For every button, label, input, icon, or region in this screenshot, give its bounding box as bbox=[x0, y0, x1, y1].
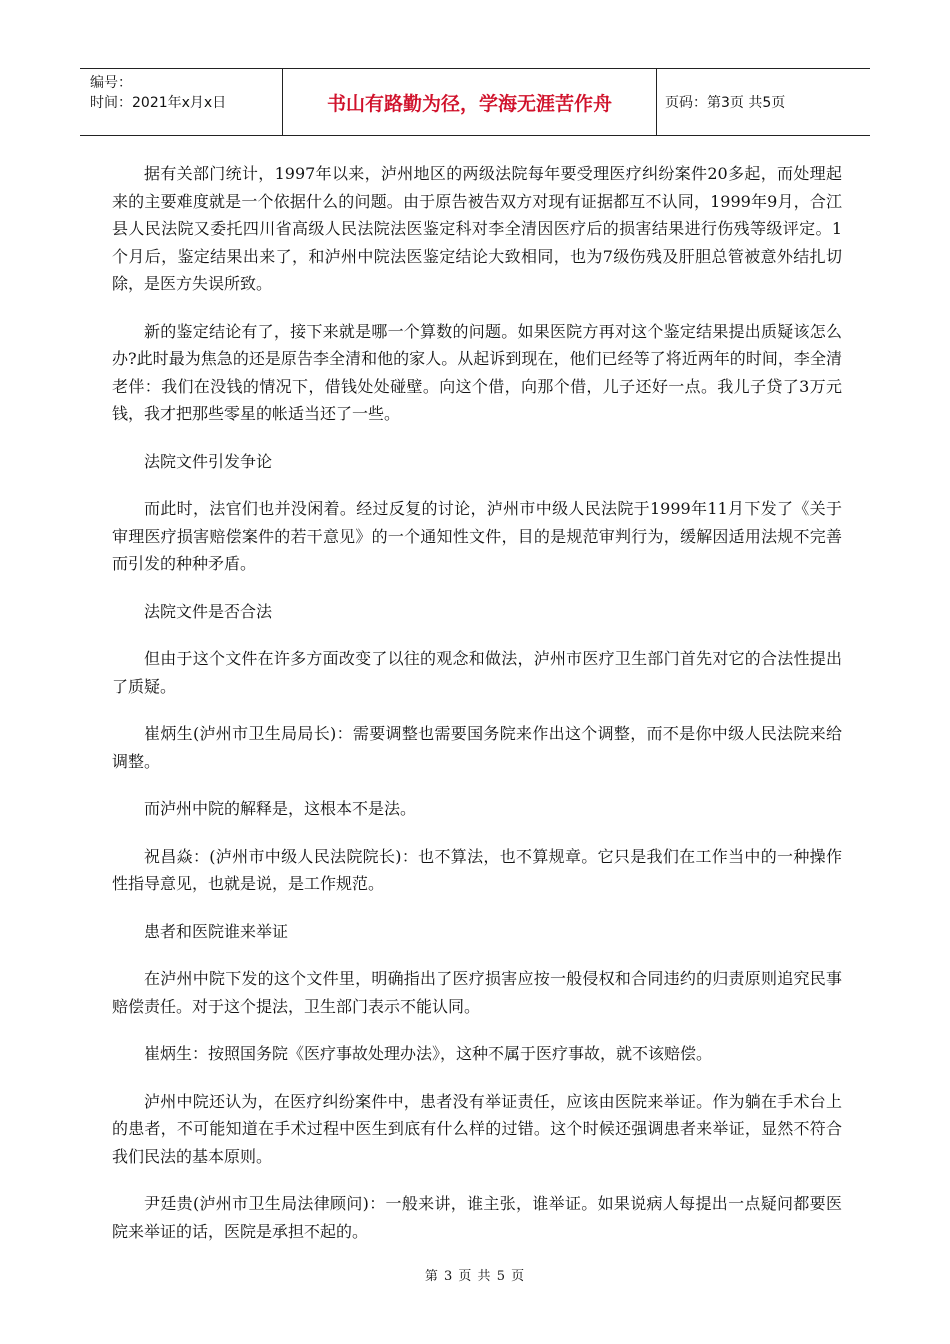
paragraph: 而此时，法官们也并没闲着。经过反复的讨论，泸州市中级人民法院于1999年11月下发了《关于审理医疗损害赔偿案件的若干意见》的一个通知性文件，目的是规范审判行为，缓解因适用法规不完善而引发的种种矛盾。 bbox=[112, 499, 842, 573]
document-body bbox=[112, 160, 842, 1265]
section-heading: 患者和医院谁来举证 bbox=[144, 921, 289, 941]
section-heading: 法院文件是否合法 bbox=[144, 601, 273, 621]
paragraph: 据有关部门统计，1997年以来，泸州地区的两级法院每年要受理医疗纠纷案件20多起，而处理起来的主要难度就是一个依据什么的问题。由于原告被告双方对现有证据都互不认同，1999年9月，合江县人民法院又委托四川省高级人民法院法医鉴定科对李全清因医疗后的损害结果进行伤残等级评定。1个月后，鉴定结果出来了，和泸州中院法医鉴定结论大致相同，也为7级伤残及肝胆总管被意外结扎切除，是医方失误所致。 bbox=[112, 164, 842, 293]
section-heading: 法院文件引发争论 bbox=[144, 451, 273, 471]
paragraph: 尹廷贵(泸州市卫生局法律顾问)：一般来讲，谁主张，谁举证。如果说病人每提出一点疑问都要医院来举证的话，医院是承担不起的。 bbox=[112, 1194, 842, 1241]
header-page-info: 页码：第3页 共5页 bbox=[665, 95, 786, 111]
paragraph: 在泸州中院下发的这个文件里，明确指出了医疗损害应按一般侵权和合同违约的归责原则追究民事赔偿责任。对于这个提法，卫生部门表示不能认同。 bbox=[112, 969, 842, 1016]
header-motto: 书山有路勤为径，学海无涯苦作舟 bbox=[283, 69, 657, 135]
paragraph: 但由于这个文件在许多方面改变了以往的观念和做法，泸州市医疗卫生部门首先对它的合法性提出了质疑。 bbox=[112, 649, 842, 696]
code-label: 编号： bbox=[90, 75, 132, 91]
paragraph: 而泸州中院的解释是，这根本不是法。 bbox=[144, 799, 417, 818]
paragraph: 祝昌焱：(泸州市中级人民法院院长)：也不算法，也不算规章。它只是我们在工作当中的一种操作性指导意见，也就是说，是工作规范。 bbox=[112, 846, 842, 893]
paragraph: 崔炳生：按照国务院《医疗事故处理办法》，这种不属于医疗事故，就不该赔偿。 bbox=[144, 1044, 713, 1063]
paragraph: 泸州中院还认为，在医疗纠纷案件中，患者没有举证责任，应该由医院来举证。作为躺在手术台上的患者，不可能知道在手术过程中医生到底有什么样的过错。这个时候还强调患者来举证，显然不符合我们民法的基本原则。 bbox=[112, 1091, 842, 1166]
date-label: 时间：2021年x月x日 bbox=[90, 95, 227, 111]
header-meta bbox=[80, 69, 283, 135]
paragraph: 崔炳生(泸州市卫生局局长)：需要调整也需要国务院来作出这个调整，而不是你中级人民法院来给调整。 bbox=[112, 724, 842, 771]
paragraph: 新的鉴定结论有了，接下来就是哪一个算数的问题。如果医院方再对这个鉴定结果提出质疑该怎么办?此时最为焦急的还是原告李全清和他的家人。从起诉到现在，他们已经等了将近两年的时间，李全清老伴：我们在没钱的情况下，借钱处处碰壁。向这个借，向那个借，儿子还好一点。我儿子贷了3万元钱，我才把那些零星的帐适当还了一些。 bbox=[112, 321, 842, 423]
page-header bbox=[80, 68, 870, 136]
page-footer: 第 3 页 共 5 页 bbox=[424, 1269, 526, 1284]
